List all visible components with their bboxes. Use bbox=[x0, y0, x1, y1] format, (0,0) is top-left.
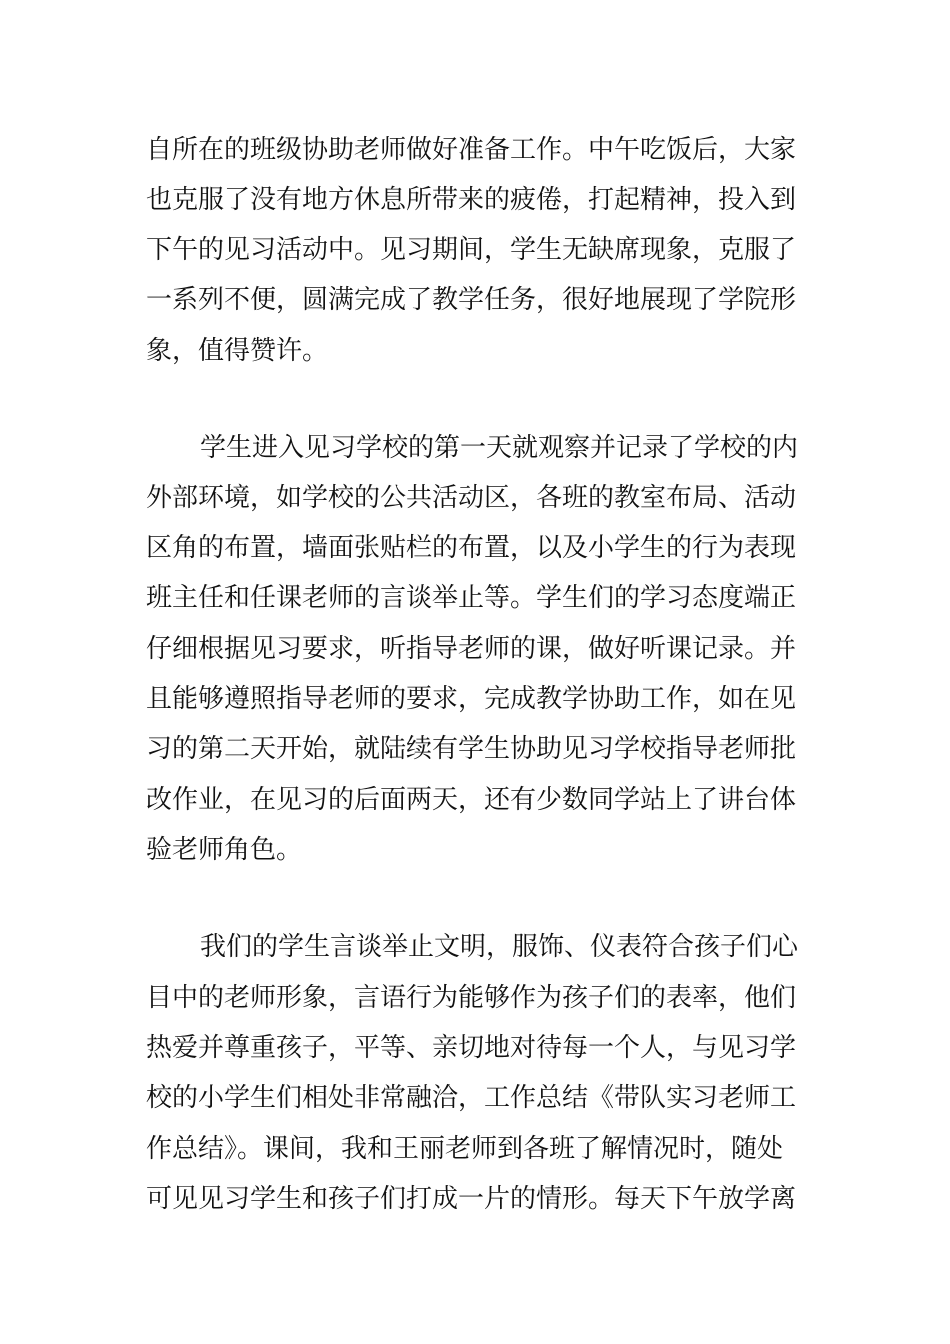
paragraph-line: 我们的学生言谈举止文明，服饰、仪表符合孩子们心 bbox=[200, 932, 799, 962]
paragraph-line: 目中的老师形象，言语行为能够作为孩子们的表率，他们 bbox=[146, 983, 797, 1013]
paragraph-line: 一系列不便，圆满完成了教学任务，很好地展现了学院形 bbox=[146, 285, 797, 315]
paragraph-line: 验老师角色。 bbox=[146, 835, 303, 865]
paragraph-line: 班主任和任课老师的言谈举止等。学生们的学习态度端正 bbox=[146, 583, 797, 613]
paragraph-line: 校的小学生们相处非常融洽，工作总结《带队实习老师工 bbox=[146, 1083, 797, 1113]
paragraph-line: 自所在的班级协助老师做好准备工作。中午吃饭后，大家 bbox=[146, 135, 797, 165]
paragraph-line: 改作业，在见习的后面两天，还有少数同学站上了讲台体 bbox=[146, 785, 797, 815]
paragraph-line: 可见见习学生和孩子们打成一片的情形。每天下午放学离 bbox=[146, 1184, 797, 1214]
paragraph-line: 习的第二天开始，就陆续有学生协助见习学校指导老师批 bbox=[146, 734, 797, 764]
paragraph-line: 下午的见习活动中。见习期间，学生无缺席现象，克服了 bbox=[146, 235, 797, 265]
paragraph-line: 学生进入见习学校的第一天就观察并记录了学校的内 bbox=[200, 433, 799, 463]
paragraph-line: 区角的布置，墙面张贴栏的布置，以及小学生的行为表现 bbox=[146, 533, 797, 563]
paragraph-line: 热爱并尊重孩子，平等、亲切地对待每一个人，与见习学 bbox=[146, 1033, 797, 1063]
paragraph-line: 且能够遵照指导老师的要求，完成教学协助工作，如在见 bbox=[146, 684, 797, 714]
paragraph-line: 仔细根据见习要求，听指导老师的课，做好听课记录。并 bbox=[146, 634, 797, 664]
paragraph-line: 象，值得赞许。 bbox=[146, 336, 329, 366]
paragraph-line: 外部环境，如学校的公共活动区，各班的教室布局、活动 bbox=[146, 483, 797, 513]
paragraph-line: 作总结》。课间，我和王丽老师到各班了解情况时，随处 bbox=[146, 1134, 784, 1164]
paragraph-line: 也克服了没有地方休息所带来的疲倦，打起精神，投入到 bbox=[146, 185, 797, 215]
